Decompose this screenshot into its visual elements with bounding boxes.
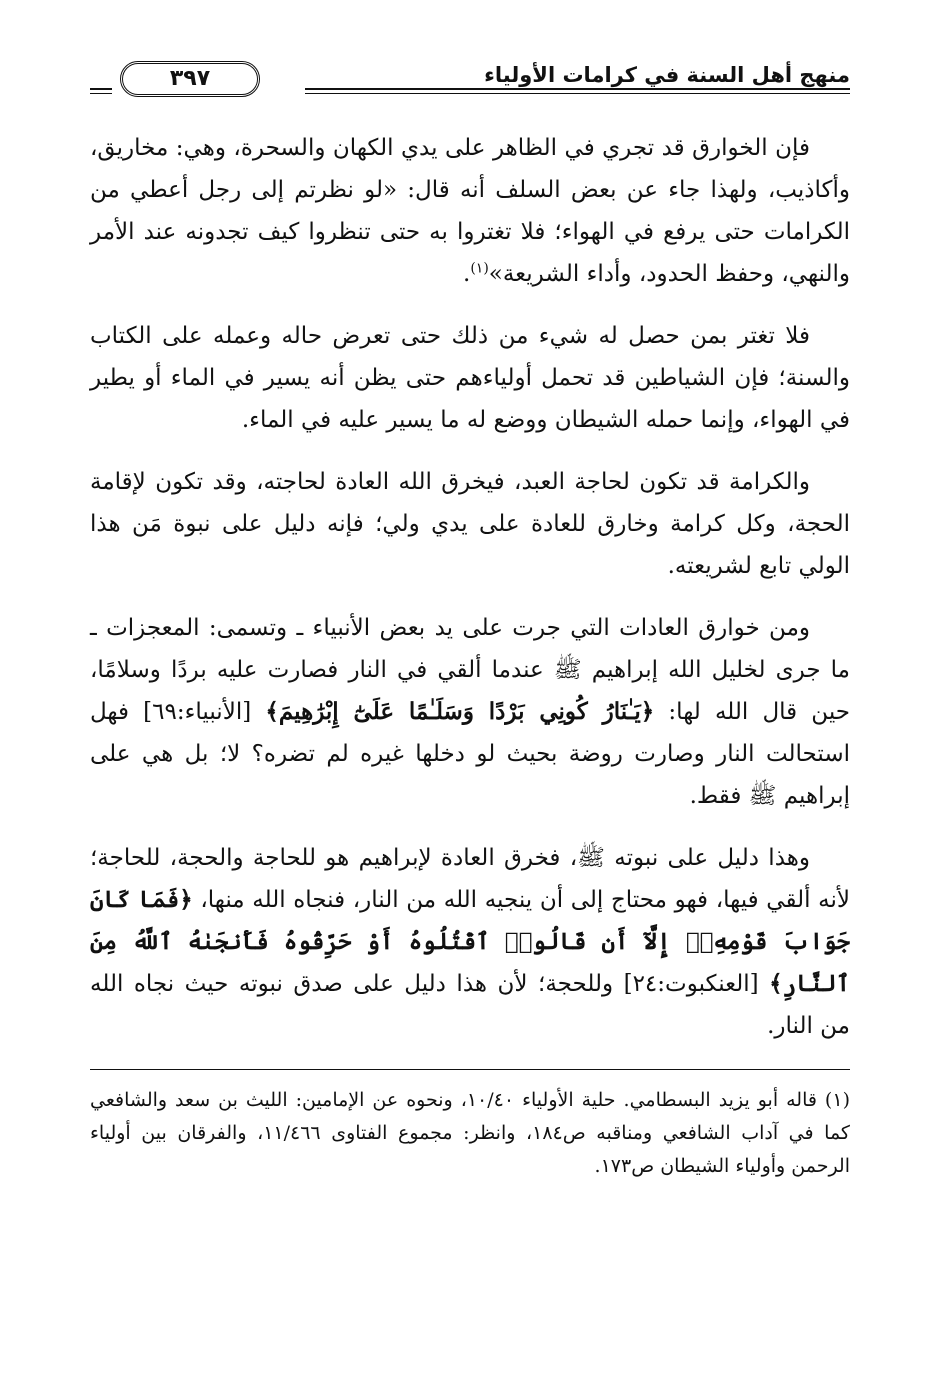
header-rule-left [90, 88, 112, 90]
running-header [90, 55, 850, 101]
header-title: منهج أهل السنة في كرامات الأولياء [484, 63, 850, 87]
book-page [90, 55, 850, 1365]
footnote-reference: (١) [470, 260, 489, 277]
header-rule-thin [305, 93, 850, 94]
main-text [90, 127, 850, 1047]
page-number: ٣٩٧ [120, 61, 260, 97]
paragraph-4: ومن خوارق العادات التي جرت على يد بعض الأنبياء ـ وتسمى: المعجزات ـ ما جرى لخليل الله إبراهيم ﷺ عندما ألقي في النار فصارت عليه بردًا وسلامًا، حين قال الله لها: ﴿يَـٰنَارُ كُونِي بَرْدًا وَسَلَـٰمًا عَلَىٰٓ إِبْرَٰهِيمَ﴾ [الأنبياء:٦٩] فهل استحالت النار وصارت روضة بحيث لو دخلها غيره لم تضره؟ لا؛ بل هي على إبراهيم ﷺ فقط. [90, 615, 850, 809]
header-rule-left-thin [90, 93, 112, 94]
header-rule [305, 88, 850, 90]
quran-verse: ﴿فَمَا كَانَ جَوَابَ قَوْمِهِۦٓ إِلَّآ أَن قَالُوا۟ ٱقْتُلُوهُ أَوْ حَرِّقُوهُ فَأَنجَىٰهُ ٱللَّهُ مِنَ ٱلنَّارِ﴾ [90, 886, 850, 997]
footnote-1: (١) قاله أبو يزيد البسطامي. حلية الأولياء ١٠/٤٠، ونحوه عن الإمامين: الليث بن سعد والشافعي كما في آداب الشافعي ومناقبه ص١٨٤، وانظر: مجموع الفتاوى ١١/٤٦٦، والفرقان بين أولياء الرحمن وأولياء الشيطان ص١٧٣. [90, 1089, 850, 1177]
paragraph-2: فلا تغتر بمن حصل له شيء من ذلك حتى تعرض حاله وعمله على الكتاب والسنة؛ فإن الشياطين قد تحمل أولياءهم حتى يظن أنه يسير في الماء أو يطير في الهواء، وإنما حمله الشيطان ووضع له ما يسير عليه في الماء. [90, 323, 850, 433]
paragraph-3: والكرامة قد تكون لحاجة العبد، فيخرق الله العادة لحاجته، وقد تكون لإقامة الحجة، وكل كرامة وخارق للعادة على يدي ولي؛ فإنه دليل على نبوة مَن هذا الولي تابع لشريعته. [90, 469, 850, 579]
quran-verse: ﴿يَـٰنَارُ كُونِي بَرْدًا وَسَلَـٰمًا عَلَىٰٓ إِبْرَٰهِيمَ﴾ [265, 698, 655, 725]
paragraph-1: فإن الخوارق قد تجري في الظاهر على يدي الكهان والسحرة، وهي: مخاريق، وأكاذيب، ولهذا جاء عن بعض السلف أنه قال: «لو نظرتم إلى رجل أعطي من الكرامات حتى يرفع في الهواء؛ فلا تغتروا به حتى تنظروا كيف تجدونه عند الأمر والنهي، وحفظ الحدود، وأداء الشريعة»$^{(١)}$. [90, 135, 850, 287]
footnote-separator [90, 1069, 850, 1070]
paragraph-5: وهذا دليل على نبوته ﷺ، فخرق العادة لإبراهيم هو للحاجة والحجة، للحاجة؛ لأنه ألقي فيها، فهو محتاج إلى أن ينجيه الله من النار، فنجاه الله منها، ﴿فَمَا كَانَ جَوَابَ قَوْمِهِۦٓ إِلَّآ أَن قَالُوا۟ ٱقْتُلُوهُ أَوْ حَرِّقُوهُ فَأَنجَىٰهُ ٱللَّهُ مِنَ ٱلنَّارِ﴾ [العنكبوت:٢٤] وللحجة؛ لأن هذا دليل على صدق نبوته حيث نجاه الله من النار. [90, 845, 851, 1039]
